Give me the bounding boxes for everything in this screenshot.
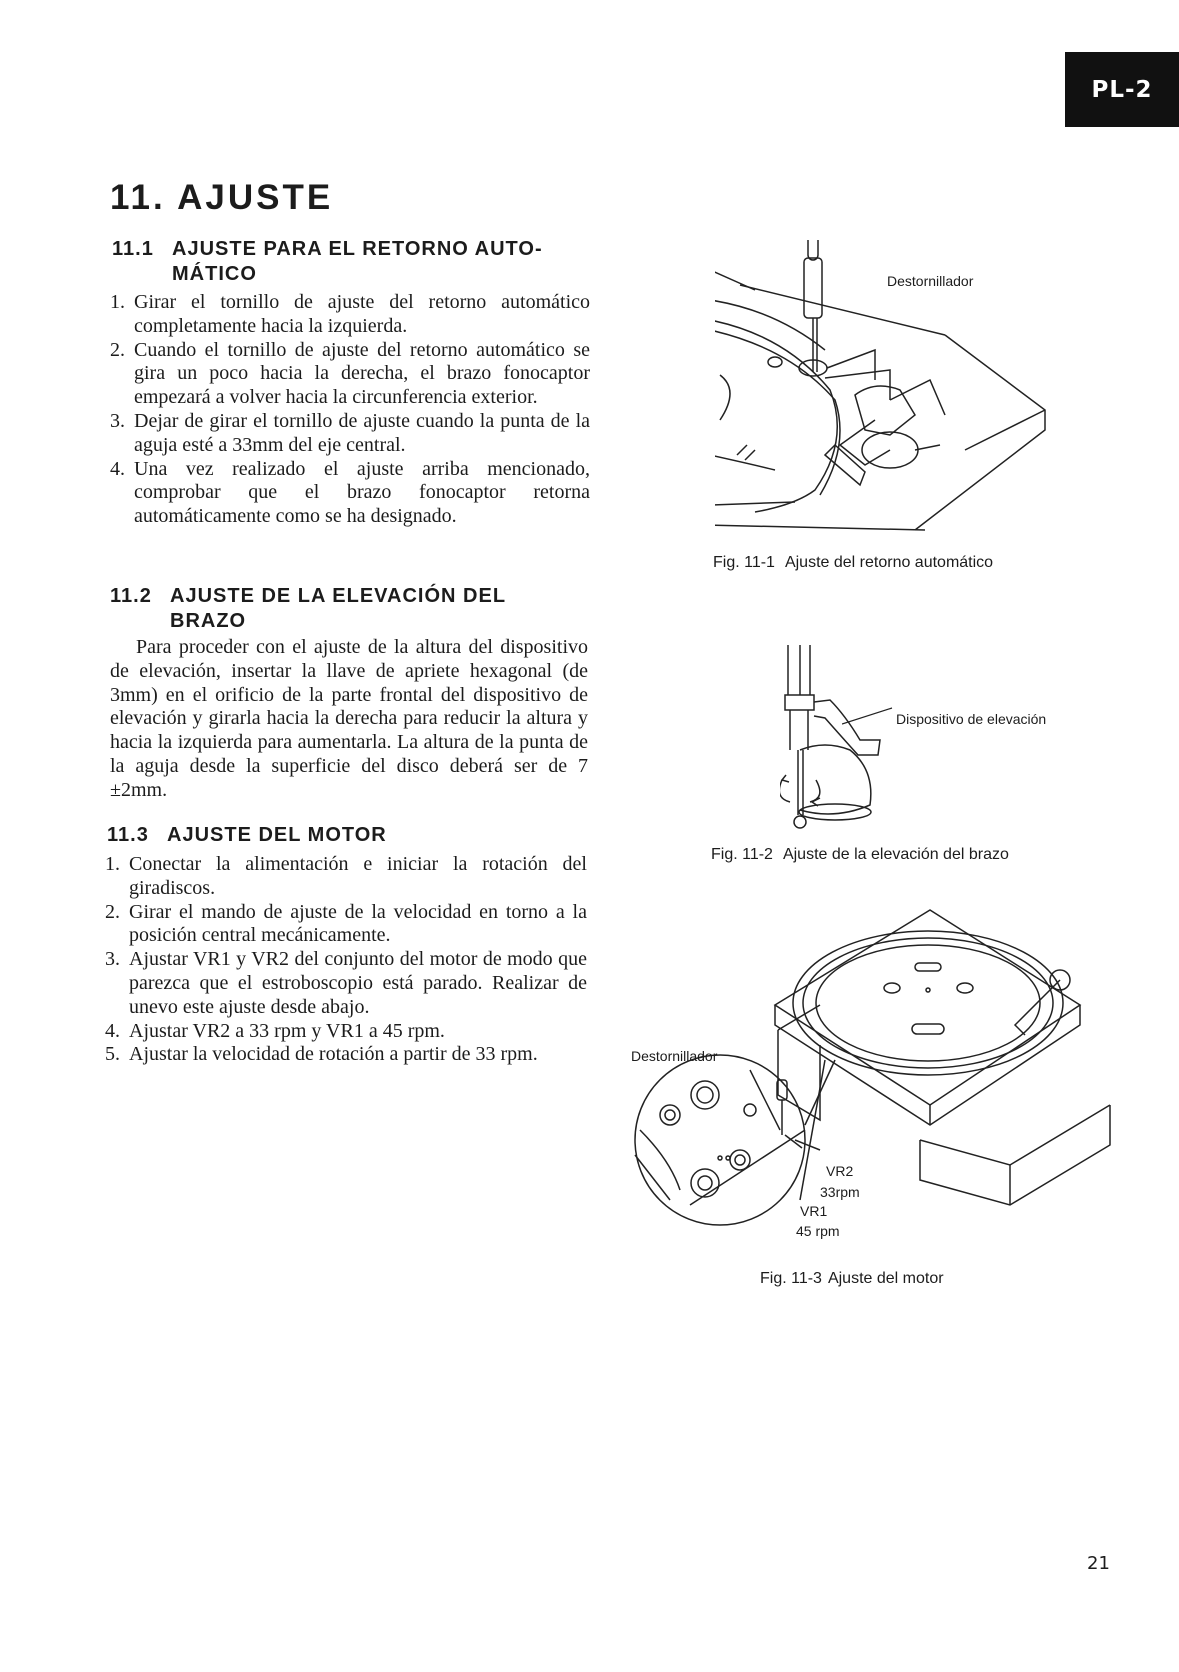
fig-11-2-label: Dispositivo de elevación — [896, 711, 1047, 727]
step-text: Girar el mando de ajuste de la velocidad en torno a la posición central mecánicamente. — [129, 900, 587, 947]
chapter-title: 11. AJUSTE — [110, 178, 334, 217]
section-11-1-steps — [110, 291, 590, 529]
step-text: Ajustar VR1 y VR2 del conjunto del motor de modo que parezca que el estroboscopio está parado. Realizar de unevo este ajuste desde abajo. — [129, 948, 587, 1018]
section-11-3-title — [107, 823, 587, 848]
step-number: 4. — [110, 457, 125, 480]
rpm33-label: 33rpm — [820, 1184, 860, 1200]
step-text: Ajustar la velocidad de rotación a partir de 33 rpm. — [129, 1043, 538, 1066]
step-item — [105, 948, 587, 1019]
vr2-label: VR2 — [826, 1163, 854, 1179]
step-text: Una vez realizado el ajuste arriba mencionado, comprobar que el brazo fonocaptor retorna automáticamente como se ha designado. — [134, 457, 590, 528]
figure-caption: Ajuste del retorno automático — [784, 554, 994, 571]
step-text: Ajustar VR2 a 33 rpm y VR1 a 45 rpm. — [129, 1019, 445, 1042]
fig-11-3-illustration — [630, 900, 1130, 1240]
section-11-1-title — [112, 237, 592, 287]
step-text: Conectar la alimentación e iniciar la rotación del giradiscos. — [129, 853, 587, 899]
fig-11-2-leader-line — [842, 706, 902, 726]
step-item — [105, 901, 587, 949]
model-tab: PL-2 — [1065, 52, 1179, 127]
step-number: 3. — [105, 948, 120, 971]
page-number: 21 — [1087, 1553, 1110, 1574]
section-title-line1: AJUSTE DEL MOTOR — [167, 824, 387, 846]
step-text: Girar el tornillo de ajuste del retorno automático completamente hacia la izquierda. — [134, 291, 590, 337]
figure-caption: Ajuste del motor — [827, 1270, 944, 1287]
step-item — [105, 1020, 587, 1044]
section-11-2-paragraph: Para proceder con el ajuste de la altura del dispositivo de elevación, insertar la llave de apriete hexagonal (de 3mm) en el orificio de la parte frontal del dispositivo de elevación y girarla hacia la derecha para reducir la altura y hacia la izquierda para aumentarla. La altura de la punta de la aguja desde la superficie del disco deberá ser de 7 ±2mm. — [110, 636, 588, 801]
step-item — [110, 291, 590, 339]
fig-11-3-caption — [760, 1270, 944, 1288]
fig-11-1-label: Destornillador — [887, 273, 974, 289]
section-title-line2: BRAZO — [170, 610, 247, 632]
section-number: 11.2 — [110, 585, 152, 607]
section-title-line2: MÁTICO — [172, 263, 257, 285]
step-number: 4. — [105, 1019, 120, 1042]
step-number: 3. — [110, 409, 125, 432]
step-text: Cuando el tornillo de ajuste del retorno automático se gira un poco hacia la derecha, el brazo fonocaptor empezará a volver hacia la circunferencia exterior. — [134, 338, 590, 409]
step-number: 2. — [110, 338, 125, 361]
section-11-2-title — [110, 584, 590, 634]
step-item — [110, 339, 590, 410]
step-item — [105, 1043, 587, 1067]
step-number: 5. — [105, 1043, 120, 1066]
section-title-line1: AJUSTE PARA EL RETORNO AUTO- — [172, 238, 543, 260]
step-text: Dejar de girar el tornillo de ajuste cuando la punta de la aguja esté a 33mm del eje central. — [134, 409, 590, 456]
section-11-3-steps — [105, 853, 587, 1067]
step-number: 1. — [105, 853, 120, 875]
fig-11-1-illustration — [715, 240, 1055, 540]
fig-11-2-caption — [711, 846, 1009, 864]
step-item — [110, 458, 590, 529]
section-number: 11.3 — [107, 824, 149, 846]
figure-caption: Ajuste de la elevación del brazo — [782, 846, 1009, 863]
figure-number: Fig. 11-1 — [713, 554, 775, 571]
step-number: 2. — [105, 900, 120, 923]
figure-number: Fig. 11-2 — [711, 846, 773, 863]
fig-11-3-label: Destornillador — [631, 1048, 718, 1064]
step-item — [110, 410, 590, 458]
fig-11-1-caption — [713, 554, 993, 572]
vr1-label: VR1 — [800, 1203, 828, 1219]
figure-number: Fig. 11-3 — [760, 1270, 822, 1287]
rpm45-label: 45 rpm — [796, 1223, 840, 1239]
step-number: 1. — [110, 291, 125, 313]
section-number: 11.1 — [112, 238, 154, 260]
section-title-line1: AJUSTE DE LA ELEVACIÓN DEL — [170, 585, 507, 607]
step-item — [105, 853, 587, 901]
fig-11-2-illustration — [780, 640, 900, 840]
